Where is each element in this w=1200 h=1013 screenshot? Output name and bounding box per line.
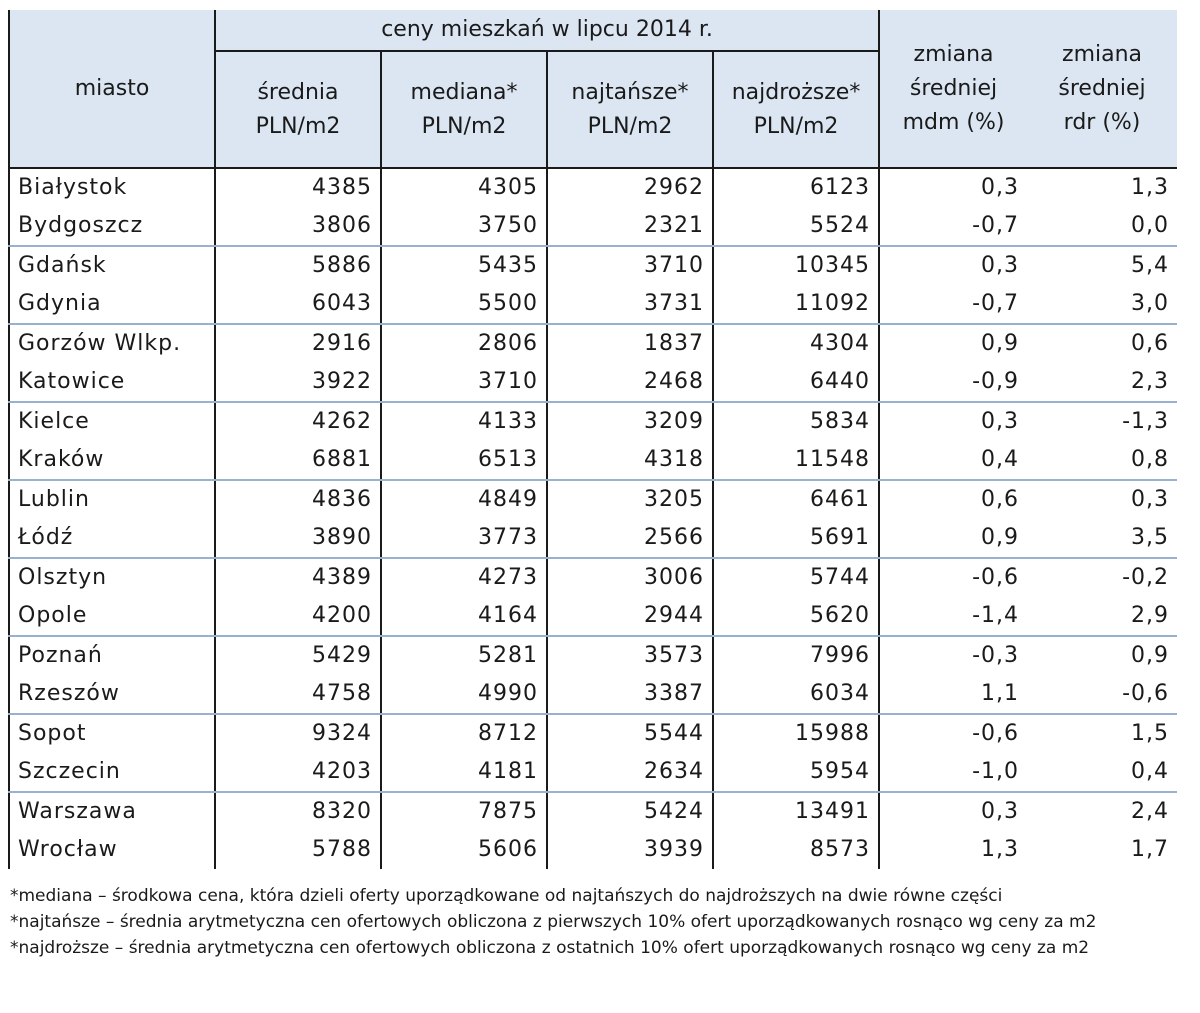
cheapest-price-cell: 3387 (547, 675, 713, 714)
median-price-cell: 2806 (381, 324, 547, 363)
header-price-column-unit: PLN/m2 (753, 113, 839, 139)
change-mdm-cell: 0,3 (879, 402, 1027, 441)
median-price-cell: 3710 (381, 363, 547, 402)
change-rdr-cell: -1,3 (1122, 409, 1170, 434)
cheapest-price-cell: 3205 (547, 480, 713, 519)
avg-price-cell: 8320 (215, 792, 381, 831)
header-price-column-name: najtańsze* (571, 79, 689, 105)
change-rdr-cell: 1,7 (1131, 837, 1170, 862)
change-mdm-cell: 1,1 (879, 675, 1027, 714)
change-mdm-cell: -0,6 (879, 558, 1027, 597)
change-mdm-cell: 0,9 (879, 324, 1027, 363)
header-price-column-name: najdroższe* (731, 79, 861, 105)
header-price-column (381, 51, 547, 168)
median-price-cell: 5500 (381, 285, 547, 324)
change-mdm-cell: -0,3 (879, 636, 1027, 675)
city-cell: Lublin (9, 480, 215, 519)
header-change-rdr-line1: zmiana (1062, 41, 1143, 67)
table-row (9, 441, 1177, 480)
median-price-cell: 7875 (381, 792, 547, 831)
header-change-mdm-line3: mdm (%) (902, 109, 1005, 135)
cheapest-price-cell: 1837 (547, 324, 713, 363)
table-row (9, 753, 1177, 792)
header-price-column-name: mediana* (410, 79, 518, 105)
header-city: miasto (9, 10, 215, 168)
table-row (9, 480, 1177, 519)
apartment-prices-table (8, 10, 1177, 869)
avg-price-cell: 2916 (215, 324, 381, 363)
table-row (9, 597, 1177, 636)
avg-price-cell: 4200 (215, 597, 381, 636)
median-price-cell: 4164 (381, 597, 547, 636)
median-price-cell: 3750 (381, 207, 547, 246)
change-rdr-cell: 3,5 (1027, 519, 1177, 558)
median-price-cell: 4305 (381, 168, 547, 207)
change-rdr-cell: 2,4 (1131, 799, 1170, 824)
change-mdm-cell: 0,3 (879, 168, 1027, 207)
change-rdr-cell: 1,5 (1131, 721, 1170, 746)
cheapest-price-cell: 2634 (547, 753, 713, 792)
avg-price-cell: 4836 (215, 480, 381, 519)
avg-price-cell: 4389 (215, 558, 381, 597)
change-rdr-cell: 1,3 (1131, 175, 1170, 200)
cheapest-price-cell: 2321 (547, 207, 713, 246)
cheapest-price-cell: 3710 (547, 246, 713, 285)
table-row (9, 714, 1177, 753)
avg-price-cell: 4262 (215, 402, 381, 441)
median-price-cell: 5281 (381, 636, 547, 675)
footnote-najtansze: *najtańsze – średnia arytmetyczna cen ofertowych obliczona z pierwszych 10% ofert uporządkowanych rosnąco wg ceny za m2 (10, 912, 1097, 932)
median-price-cell: 5435 (381, 246, 547, 285)
footnote-najdrozsze: *najdroższe – średnia arytmetyczna cen ofertowych obliczona z ostatnich 10% ofert uporządkowanych rosnąco wg ceny za m2 (10, 938, 1090, 958)
change-mdm-cell: -0,7 (879, 285, 1027, 324)
table-row (9, 558, 1177, 597)
cheapest-price-cell: 3573 (547, 636, 713, 675)
change-mdm-cell: -1,0 (879, 753, 1027, 792)
avg-price-cell: 3806 (215, 207, 381, 246)
city-cell: Gdynia (9, 285, 215, 324)
city-cell: Gdańsk (9, 246, 215, 285)
cheapest-price-cell: 2566 (547, 519, 713, 558)
city-cell: Rzeszów (9, 675, 215, 714)
price-table-container (8, 10, 1176, 961)
table-row (9, 246, 1177, 285)
priciest-price-cell: 11092 (713, 285, 879, 324)
priciest-price-cell: 5691 (713, 519, 879, 558)
avg-price-cell: 9324 (215, 714, 381, 753)
priciest-price-cell: 6034 (713, 675, 879, 714)
table-row (9, 675, 1177, 714)
avg-price-cell: 6881 (215, 441, 381, 480)
footnote-mediana: *mediana – środkowa cena, która dzieli oferty uporządkowane od najtańszych do najdroższych na dwie równe części (10, 886, 1003, 906)
cheapest-price-cell: 3209 (547, 402, 713, 441)
table-row (9, 402, 1177, 441)
cheapest-price-cell: 4318 (547, 441, 713, 480)
avg-price-cell: 4385 (215, 168, 381, 207)
median-price-cell: 4133 (381, 402, 547, 441)
median-price-cell: 4849 (381, 480, 547, 519)
header-change-mdm-line1: zmiana (913, 41, 994, 67)
footnotes (8, 883, 1176, 961)
table-row (9, 285, 1177, 324)
priciest-price-cell: 5954 (713, 753, 879, 792)
change-mdm-cell: -0,7 (879, 207, 1027, 246)
priciest-price-cell: 10345 (713, 246, 879, 285)
avg-price-cell: 6043 (215, 285, 381, 324)
city-cell: Kielce (9, 402, 215, 441)
city-cell: Gorzów Wlkp. (9, 324, 215, 363)
priciest-price-cell: 5744 (713, 558, 879, 597)
table-row (9, 363, 1177, 402)
table-row (9, 831, 1177, 869)
avg-price-cell: 4758 (215, 675, 381, 714)
city-cell: Kraków (9, 441, 215, 480)
city-cell: Bydgoszcz (9, 207, 215, 246)
change-rdr-cell: -0,6 (1027, 675, 1177, 714)
priciest-price-cell: 5834 (713, 402, 879, 441)
change-mdm-cell: 0,3 (879, 246, 1027, 285)
avg-price-cell: 3922 (215, 363, 381, 402)
priciest-price-cell: 5620 (713, 597, 879, 636)
change-rdr-cell: -0,2 (1122, 565, 1170, 590)
cheapest-price-cell: 3731 (547, 285, 713, 324)
change-rdr-cell: 0,3 (1131, 487, 1170, 512)
change-rdr-cell: 0,0 (1027, 207, 1177, 246)
change-mdm-cell: 1,3 (879, 831, 1027, 869)
city-cell: Katowice (9, 363, 215, 402)
median-price-cell: 4273 (381, 558, 547, 597)
cheapest-price-cell: 2962 (547, 168, 713, 207)
city-cell: Warszawa (9, 792, 215, 831)
header-price-column (713, 51, 879, 168)
table-row (9, 636, 1177, 675)
avg-price-cell: 5429 (215, 636, 381, 675)
header-price-group: ceny mieszkań w lipcu 2014 r. (215, 10, 879, 51)
header-price-column (547, 51, 713, 168)
city-cell: Sopot (9, 714, 215, 753)
change-rdr-cell: 2,3 (1027, 363, 1177, 402)
priciest-price-cell: 6461 (713, 480, 879, 519)
city-cell: Wrocław (9, 831, 215, 869)
change-rdr-cell: 3,0 (1027, 285, 1177, 324)
header-change-rdr-line3: rdr (%) (1063, 109, 1141, 135)
city-cell: Szczecin (9, 753, 215, 792)
avg-price-cell: 3890 (215, 519, 381, 558)
priciest-price-cell: 7996 (713, 636, 879, 675)
cheapest-price-cell: 5424 (547, 792, 713, 831)
city-cell: Opole (9, 597, 215, 636)
avg-price-cell: 5788 (215, 831, 381, 869)
cheapest-price-cell: 2468 (547, 363, 713, 402)
table-row (9, 207, 1177, 246)
change-rdr-cell: 0,6 (1131, 331, 1170, 356)
median-price-cell: 4990 (381, 675, 547, 714)
city-cell: Poznań (9, 636, 215, 675)
cheapest-price-cell: 3006 (547, 558, 713, 597)
city-cell: Białystok (9, 168, 215, 207)
priciest-price-cell: 15988 (713, 714, 879, 753)
header-change-mdm-line2: średniej (909, 75, 998, 101)
change-mdm-cell: -1,4 (879, 597, 1027, 636)
table-row (9, 519, 1177, 558)
avg-price-cell: 5886 (215, 246, 381, 285)
header-price-column-unit: PLN/m2 (255, 113, 341, 139)
header-price-column-name: średnia (257, 79, 339, 105)
avg-price-cell: 4203 (215, 753, 381, 792)
change-rdr-cell: 0,4 (1027, 753, 1177, 792)
priciest-price-cell: 8573 (713, 831, 879, 869)
header-price-column-unit: PLN/m2 (587, 113, 673, 139)
cheapest-price-cell: 2944 (547, 597, 713, 636)
change-mdm-cell: -0,6 (879, 714, 1027, 753)
header-change-mdm (879, 10, 1027, 168)
cheapest-price-cell: 5544 (547, 714, 713, 753)
median-price-cell: 8712 (381, 714, 547, 753)
median-price-cell: 3773 (381, 519, 547, 558)
change-mdm-cell: -0,9 (879, 363, 1027, 402)
change-mdm-cell: 0,3 (879, 792, 1027, 831)
priciest-price-cell: 4304 (713, 324, 879, 363)
header-price-column-unit: PLN/m2 (421, 113, 507, 139)
priciest-price-cell: 11548 (713, 441, 879, 480)
priciest-price-cell: 6440 (713, 363, 879, 402)
change-mdm-cell: 0,9 (879, 519, 1027, 558)
median-price-cell: 6513 (381, 441, 547, 480)
table-row (9, 168, 1177, 207)
change-rdr-cell: 2,9 (1027, 597, 1177, 636)
change-rdr-cell: 0,8 (1027, 441, 1177, 480)
cheapest-price-cell: 3939 (547, 831, 713, 869)
change-mdm-cell: 0,4 (879, 441, 1027, 480)
table-row (9, 324, 1177, 363)
change-rdr-cell: 5,4 (1131, 253, 1170, 278)
priciest-price-cell: 6123 (713, 168, 879, 207)
median-price-cell: 5606 (381, 831, 547, 869)
priciest-price-cell: 5524 (713, 207, 879, 246)
priciest-price-cell: 13491 (713, 792, 879, 831)
change-rdr-cell: 0,9 (1131, 643, 1170, 668)
header-change-rdr-line2: średniej (1058, 75, 1146, 101)
header-change-rdr (1027, 10, 1177, 168)
change-mdm-cell: 0,6 (879, 480, 1027, 519)
city-cell: Olsztyn (9, 558, 215, 597)
header-price-column (215, 51, 381, 168)
table-row (9, 792, 1177, 831)
city-cell: Łódź (9, 519, 215, 558)
median-price-cell: 4181 (381, 753, 547, 792)
